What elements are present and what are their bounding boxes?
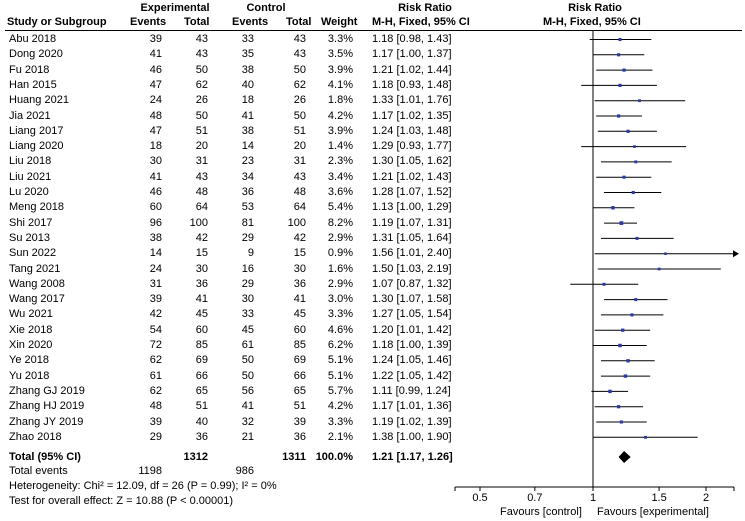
risk-ratio-ci: 1.18 [0.93, 1.48] [372, 78, 452, 91]
events-ctl: 61 [241, 339, 254, 351]
study-name: Dong 2020 [9, 48, 63, 61]
total-exp: 31 [195, 155, 208, 168]
total-events-label: Total events [9, 465, 68, 477]
events-exp: 54 [149, 323, 162, 336]
risk-ratio-ci: 1.21 [1.02, 1.43] [372, 170, 452, 183]
events-ctl: 53 [241, 201, 254, 214]
weight: 3.5% [327, 48, 353, 61]
risk-ratio-ci: 1.19 [1.07, 1.31] [372, 216, 452, 229]
weight: 3.4% [327, 170, 353, 183]
x-tick-label: 0.5 [472, 492, 488, 504]
total-exp: 66 [195, 369, 208, 382]
x-tick-label: 0.7 [527, 492, 543, 504]
events-exp: 38 [149, 231, 162, 244]
study-name: Xin 2020 [9, 339, 53, 351]
effect-marker [621, 329, 624, 332]
events-ctl: 21 [241, 430, 254, 443]
favours-experimental-label: Favours [experimental] [597, 506, 709, 518]
total-exp: 40 [195, 415, 208, 428]
risk-ratio-ci: 1.28 [1.07, 1.52] [372, 186, 452, 198]
total-ctl: 15 [293, 247, 306, 260]
events-ctl: 45 [241, 323, 254, 336]
header-total-exp: Total [184, 16, 210, 28]
risk-ratio-ci: 1.18 [1.00, 1.39] [372, 339, 452, 351]
total-ctl: 100 [287, 216, 306, 229]
events-exp: 61 [149, 369, 162, 382]
risk-ratio-ci: 1.22 [1.05, 1.42] [372, 369, 452, 382]
weight: 3.3% [327, 308, 353, 321]
total-ci: 1.21 [1.17, 1.26] [372, 451, 453, 463]
weight: 3.3% [327, 33, 353, 45]
header-method-right: M-H, Fixed, 95% CI [543, 16, 641, 28]
effect-marker [603, 283, 606, 286]
total-exp: 36 [195, 277, 208, 290]
total-ctl: 42 [293, 231, 306, 244]
risk-ratio-ci: 1.11 [0.99, 1.24] [372, 384, 451, 397]
events-exp: 29 [149, 430, 162, 443]
events-ctl: 32 [241, 415, 254, 428]
total-exp: 48 [195, 186, 208, 198]
risk-ratio-ci: 1.29 [0.93, 1.77] [372, 140, 452, 153]
header-risk-ratio-left: Risk Ratio [398, 2, 452, 14]
effect-marker [633, 145, 636, 148]
events-ctl: 41 [241, 109, 254, 122]
weight: 5.1% [327, 354, 353, 367]
risk-ratio-ci: 1.24 [1.03, 1.48] [372, 124, 452, 137]
total-events-exp: 1198 [138, 465, 162, 477]
risk-ratio-ci: 1.07 [0.87, 1.32] [372, 277, 452, 290]
study-name: Wang 2017 [9, 293, 65, 306]
x-tick-label: 1.5 [651, 492, 667, 504]
total-exp: 43 [195, 170, 208, 183]
risk-ratio-ci: 1.31 [1.05, 1.64] [372, 231, 452, 244]
ci-arrow [733, 250, 739, 257]
events-ctl: 38 [241, 124, 254, 137]
weight: 2.9% [327, 277, 353, 290]
total-label: Total (95% CI) [9, 451, 81, 463]
effect-marker [617, 405, 620, 408]
header-total-ctl: Total [286, 16, 312, 28]
total-ctl: 62 [293, 78, 306, 91]
total-exp: 43 [195, 48, 208, 61]
events-exp: 48 [149, 400, 162, 413]
weight: 4.2% [327, 109, 353, 122]
total-exp: 51 [195, 400, 208, 413]
total-exp: 51 [195, 124, 208, 137]
total-exp: 41 [195, 293, 208, 306]
header-method-left: M-H, Fixed, 95% CI [372, 16, 470, 28]
header-experimental: Experimental [140, 2, 210, 14]
weight: 2.9% [327, 231, 353, 244]
total-ctl: 39 [293, 415, 306, 428]
weight: 1.6% [327, 262, 353, 275]
events-ctl: 33 [241, 33, 254, 45]
total-exp: 43 [195, 33, 208, 45]
events-ctl: 38 [241, 63, 254, 76]
total-exp: 69 [195, 354, 208, 367]
study-name: Jia 2021 [9, 109, 51, 122]
effect-marker [618, 84, 621, 87]
total-ctl: 30 [293, 262, 306, 275]
effect-marker [617, 114, 620, 117]
risk-ratio-ci: 1.50 [1.03, 2.19] [372, 262, 452, 275]
study-name: Zhang GJ 2019 [9, 384, 85, 397]
total-ctl: 48 [293, 186, 306, 198]
events-exp: 31 [149, 277, 162, 290]
events-ctl: 29 [241, 277, 254, 290]
events-exp: 60 [149, 201, 162, 214]
total-exp: 36 [195, 430, 208, 443]
total-ctl: 20 [293, 140, 306, 153]
events-ctl: 18 [241, 94, 254, 107]
weight: 4.2% [327, 400, 353, 413]
x-tick-label: 2 [702, 492, 710, 504]
total-ctl: 26 [293, 94, 306, 107]
weight: 5.7% [327, 384, 353, 397]
events-ctl: 36 [241, 186, 254, 198]
effect-marker [611, 206, 614, 209]
effect-marker [634, 160, 637, 163]
study-name: Meng 2018 [9, 201, 65, 214]
total-exp: 100 [189, 216, 208, 229]
weight: 3.3% [327, 415, 353, 428]
events-exp: 96 [149, 216, 162, 229]
risk-ratio-ci: 1.30 [1.07, 1.58] [372, 293, 452, 306]
effect-marker [638, 99, 641, 102]
events-exp: 48 [149, 109, 162, 122]
total-ctl: 64 [293, 201, 306, 214]
weight: 4.6% [327, 323, 353, 336]
events-ctl: 23 [241, 155, 254, 168]
weight: 5.4% [327, 201, 353, 214]
effect-marker [620, 420, 623, 423]
total-exp: 20 [195, 140, 208, 153]
total-ctl: 31 [293, 155, 306, 168]
study-name: Wang 2008 [9, 277, 65, 290]
total-ctl: 51 [293, 400, 306, 413]
effect-marker [619, 221, 623, 225]
total-ctl: 50 [293, 109, 306, 122]
study-name: Tang 2021 [9, 262, 61, 275]
events-ctl: 9 [247, 247, 254, 260]
events-exp: 41 [149, 170, 162, 183]
events-ctl: 50 [241, 369, 254, 382]
overall-effect-text: Test for overall effect: Z = 10.88 (P < 0.00001) [9, 495, 234, 507]
risk-ratio-ci: 1.33 [1.01, 1.76] [372, 94, 452, 107]
events-exp: 39 [149, 33, 162, 45]
risk-ratio-ci: 1.38 [1.00, 1.90] [372, 430, 452, 443]
events-ctl: 56 [241, 384, 254, 397]
total-ctl: 50 [293, 63, 306, 76]
weight: 3.9% [327, 124, 353, 137]
total-exp: 45 [195, 308, 208, 321]
effect-marker [618, 38, 621, 41]
effect-marker [617, 53, 620, 56]
header-risk-ratio-right: Risk Ratio [568, 2, 622, 14]
effect-marker [626, 130, 629, 133]
risk-ratio-ci: 1.17 [1.02, 1.35] [372, 109, 452, 122]
weight: 6.2% [327, 339, 353, 351]
effect-marker [630, 313, 633, 316]
weight: 1.4% [327, 140, 353, 153]
effect-marker [644, 436, 647, 439]
events-exp: 18 [149, 140, 162, 153]
effect-marker [624, 374, 627, 377]
events-exp: 14 [149, 247, 162, 260]
total-ctl: 66 [293, 369, 306, 382]
total-weight: 100.0% [315, 451, 353, 463]
total-events-ctl: 986 [235, 465, 254, 477]
weight: 0.9% [327, 247, 353, 260]
events-ctl: 81 [241, 216, 254, 229]
events-exp: 30 [149, 155, 162, 168]
risk-ratio-ci: 1.13 [1.00, 1.29] [372, 201, 452, 214]
effect-marker [664, 252, 667, 255]
study-name: Liu 2021 [9, 170, 52, 183]
weight: 3.9% [327, 63, 353, 76]
total-ctl: 43 [293, 48, 306, 61]
total-ctl: 69 [293, 354, 306, 367]
study-name: Zhang JY 2019 [9, 415, 84, 428]
risk-ratio-ci: 1.18 [0.98, 1.43] [372, 33, 452, 45]
effect-marker [632, 191, 635, 194]
total-exp: 50 [195, 109, 208, 122]
total-ctl: 51 [293, 124, 306, 137]
effect-marker [623, 176, 626, 179]
events-exp: 47 [149, 124, 162, 137]
total-ctl: 43 [293, 33, 306, 45]
study-name: Liang 2020 [9, 140, 64, 153]
weight: 1.8% [327, 94, 353, 107]
header-events-exp: Events [130, 16, 167, 28]
events-exp: 39 [149, 293, 162, 306]
weight: 5.1% [327, 369, 353, 382]
total-exp: 65 [195, 384, 208, 397]
events-ctl: 16 [241, 262, 254, 275]
total-ctl: 36 [293, 277, 306, 290]
risk-ratio-ci: 1.19 [1.02, 1.39] [372, 415, 452, 428]
study-name: Yu 2018 [9, 369, 50, 382]
events-exp: 62 [149, 354, 162, 367]
study-name: Liang 2017 [9, 124, 64, 137]
study-name: Xie 2018 [9, 323, 53, 336]
events-exp: 46 [149, 186, 162, 198]
events-ctl: 33 [241, 308, 254, 321]
events-exp: 47 [149, 78, 162, 91]
risk-ratio-ci: 1.21 [1.02, 1.44] [372, 63, 452, 76]
study-name: Su 2013 [9, 231, 50, 244]
header-weight: Weight [321, 16, 358, 28]
risk-ratio-ci: 1.17 [1.01, 1.36] [372, 400, 452, 413]
total-ctl: 65 [293, 384, 306, 397]
risk-ratio-ci: 1.20 [1.01, 1.42] [372, 323, 452, 336]
heterogeneity-text: Heterogeneity: Chi² = 12.09, df = 26 (P = 0.99); I² = 0% [9, 480, 277, 492]
total-ctl: 41 [293, 293, 306, 306]
effect-marker [622, 69, 625, 72]
study-name: Wu 2021 [9, 308, 53, 321]
study-name: Abu 2018 [9, 33, 57, 45]
risk-ratio-ci: 1.27 [1.05, 1.54] [372, 308, 452, 321]
effect-marker [626, 359, 629, 362]
weight: 2.1% [327, 430, 353, 443]
total-exp: 15 [195, 247, 208, 260]
x-tick-label: 1 [589, 492, 597, 504]
effect-marker [634, 298, 637, 301]
total-exp: 85 [195, 339, 208, 351]
events-ctl: 29 [241, 231, 254, 244]
weight: 8.2% [327, 216, 353, 229]
effect-marker [658, 268, 661, 271]
events-ctl: 14 [241, 140, 254, 153]
total-ctl: 85 [293, 339, 306, 351]
effect-marker [636, 237, 639, 240]
total-exp-n: 1312 [183, 451, 208, 463]
favours-control-label: Favours [control] [500, 506, 582, 518]
events-ctl: 35 [241, 48, 254, 61]
events-exp: 24 [149, 94, 162, 107]
risk-ratio-ci: 1.24 [1.05, 1.46] [372, 354, 452, 367]
total-exp: 50 [195, 63, 208, 76]
risk-ratio-ci: 1.56 [1.01, 2.40] [372, 247, 452, 260]
study-name: Fu 2018 [9, 63, 50, 76]
events-ctl: 50 [241, 354, 254, 367]
study-name: Ye 2018 [9, 354, 49, 367]
weight: 4.1% [327, 78, 353, 91]
header-study: Study or Subgroup [7, 16, 107, 28]
total-exp: 26 [195, 94, 208, 107]
events-ctl: 40 [241, 78, 254, 91]
total-exp: 64 [195, 201, 208, 214]
weight: 3.0% [327, 293, 353, 306]
effect-marker [608, 390, 611, 393]
events-exp: 62 [149, 384, 162, 397]
events-ctl: 41 [241, 400, 254, 413]
total-ctl: 36 [293, 430, 306, 443]
events-ctl: 34 [241, 170, 254, 183]
header-control: Control [246, 2, 286, 14]
study-name: Sun 2022 [9, 247, 57, 260]
total-ctl: 43 [293, 170, 306, 183]
study-name: Han 2015 [9, 78, 57, 91]
events-ctl: 30 [241, 293, 254, 306]
events-exp: 41 [149, 48, 162, 61]
weight: 2.3% [327, 155, 353, 168]
risk-ratio-ci: 1.17 [1.00, 1.37] [372, 48, 452, 61]
total-exp: 30 [195, 262, 208, 275]
pooled-diamond [619, 451, 631, 463]
total-ctl: 45 [293, 308, 306, 321]
events-exp: 39 [149, 415, 162, 428]
events-exp: 46 [149, 63, 162, 76]
risk-ratio-ci: 1.30 [1.05, 1.62] [372, 155, 452, 168]
study-name: Zhao 2018 [9, 430, 62, 443]
header-events-ctl: Events [232, 16, 269, 28]
events-exp: 24 [149, 262, 162, 275]
total-exp: 62 [195, 78, 208, 91]
study-name: Lu 2020 [9, 186, 49, 198]
events-exp: 72 [149, 339, 162, 351]
weight: 3.6% [327, 186, 353, 198]
total-ctl: 60 [293, 323, 306, 336]
study-name: Huang 2021 [9, 94, 69, 107]
study-name: Zhang HJ 2019 [9, 400, 85, 413]
total-exp: 42 [195, 231, 208, 244]
study-name: Shi 2017 [9, 216, 53, 229]
events-exp: 42 [149, 308, 162, 321]
total-exp: 60 [195, 323, 208, 336]
total-ctl-n: 1311 [282, 451, 306, 463]
effect-marker [618, 344, 621, 347]
study-name: Liu 2018 [9, 155, 52, 168]
